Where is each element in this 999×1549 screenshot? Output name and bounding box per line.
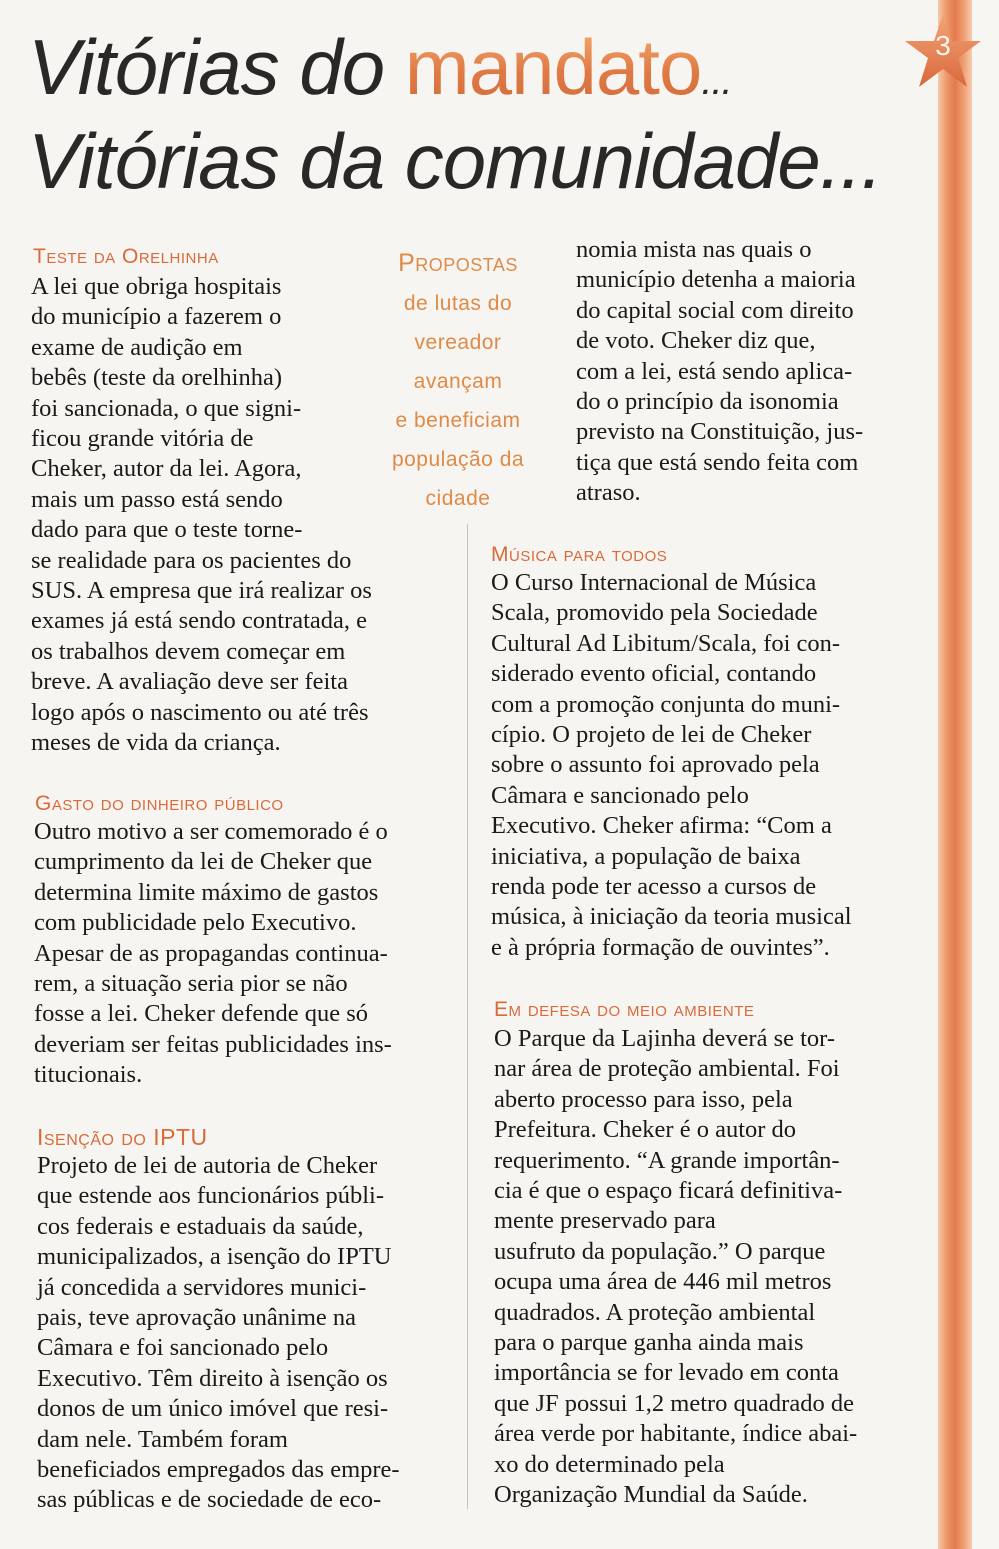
section-heading-musica: Música para todos (491, 543, 668, 566)
section-heading-iptu: Isenção do IPTU (37, 1124, 208, 1150)
section-heading-meio-ambiente: Em defesa do meio ambiente (494, 998, 755, 1021)
section-body-iptu: Projeto de lei de autoria de Cheker que estende aos funcionários públi- cos federais e estaduais da saúde, municipalizados, a isenção do IPTU já concedida a servidores munici- pais, teve aprovação unânime na Câmara e foi sancionado pelo Executivo. Têm direito à isenção os donos de um único imóvel que resi- dam nele. Também foram beneficiados empregados das empre- sas públicas e de sociedade de eco- (37, 1152, 400, 1514)
section-body-musica: O Curso Internacional de Música Scala, promovido pela Sociedade Cultural Ad Libitum/Scala, foi con- siderado evento oficial, contando com a promoção conjunta do muni- cípio. O projeto de lei de Cheker sobre o assunto foi aprovado pela Câmara e sancionado pelo Executivo. Cheker afirma: “Com a iniciativa, a população de baixa renda pode ter acesso a cursos de música, à iniciação da teoria musical e à própria formação de ouvintes”. (491, 569, 852, 961)
section-body-iptu-continued: nomia mista nas quais o município detenha a maioria do capital social com direito de voto. Cheker diz que, com a lei, está sendo aplica- do o princípio da isonomia previsto na Constituição, jus- tiça que está sendo feita com atraso. (576, 236, 864, 507)
decorative-side-bar (938, 0, 972, 1549)
section-body-orelhinha: A lei que obriga hospitais do município a fazerem o exame de audição em bebês (teste da orelhinha) foi sancionada, o que signi- ficou grande vitória de Cheker, autor da lei. Agora, mais um passo está sendo dado para que o teste torne- se realidade para os pacientes do SUS. A empresa que irá realizar os exames já está sendo contratada, e os trabalhos devem começar em breve. A avaliação deve ser feita logo após o nascimento ou até três meses de vida da criança. (31, 273, 372, 757)
headline-line-2: Vitórias da comunidade... (28, 117, 882, 205)
headline-line-1 (28, 23, 732, 111)
headline-ellipsis: ... (701, 59, 732, 103)
section-body-meio-ambiente: O Parque da Lajinha deverá se tor- nar área de proteção ambiental. Foi aberto processo para isso, pela Prefeitura. Cheker é o autor do requerimento. “A grande importân- cia é que o espaço ficará definitiva- mente preservado para usufruto da população.” O parque ocupa uma área de 446 mil metros quadrados. A proteção ambiental para o parque ganha ainda mais importância se for levado em conta que JF possui 1,2 metro quadrado de área verde por habitante, índice abai- xo do determinado pela Organização Mundial da Saúde. (494, 1025, 858, 1509)
pull-quote-first-word: Propostas (398, 249, 518, 277)
section-heading-gasto: Gasto do dinheiro público (35, 792, 284, 815)
pull-quote (358, 244, 558, 518)
headline-accent: mandato (404, 23, 702, 111)
headline-part: Vitórias do (28, 23, 405, 111)
section-body-gasto: Outro motivo a ser comemorado é o cumprimento da lei de Cheker que determina limite máximo de gastos com publicidade pelo Executivo. Apesar de as propagandas continua- rem, a situação seria pior se não fosse a lei. Cheker defende que só deveriam ser feitas publicidades ins- titucionais. (34, 818, 392, 1089)
pull-quote-text: de lutas do vereador avançam e beneficiam população da cidade (391, 292, 525, 510)
column-divider (467, 524, 468, 1509)
section-heading-orelhinha: Teste da Orelhinha (33, 245, 219, 268)
page-number: 3 (935, 30, 951, 61)
page-margin (972, 0, 999, 1549)
